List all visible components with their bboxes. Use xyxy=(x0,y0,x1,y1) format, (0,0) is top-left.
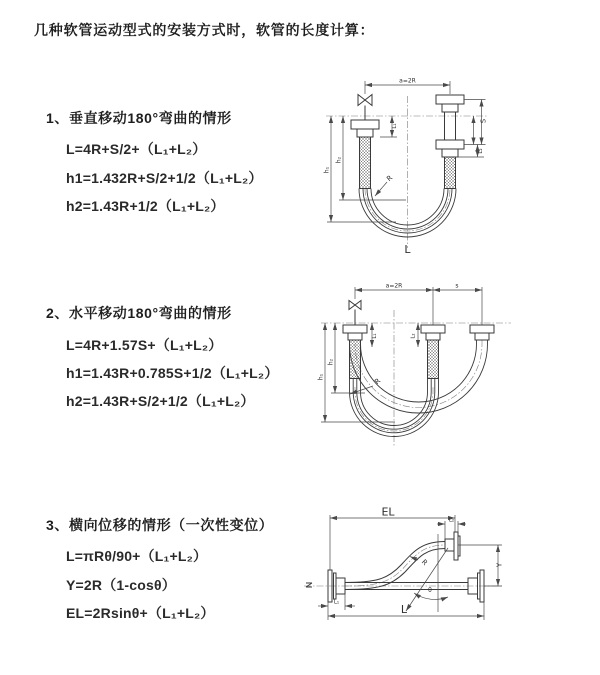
dim-label-a2r: a=2R xyxy=(385,282,403,290)
length-label: L xyxy=(404,243,411,256)
section1-formula-L: L=4R+S/2+（L₁+L₂） xyxy=(66,141,207,157)
pipe-break-mark xyxy=(306,583,312,587)
dim-label-h1: h₁ xyxy=(323,166,331,174)
diagram-horizontal-180-bend xyxy=(315,282,600,467)
dim-label-el: EL xyxy=(381,505,395,519)
dim-label-a2r: a=2R xyxy=(399,77,416,85)
right-pipe-assembly xyxy=(470,325,494,340)
dim-label-h2: h₂ xyxy=(335,156,343,164)
section3-formula-Y: Y=2R（1-cosθ） xyxy=(66,577,176,593)
section2-heading: 2、水平移动180°弯曲的情形 xyxy=(46,305,232,321)
dim-label-h2: h₂ xyxy=(327,358,335,366)
dim-label-l1: L₁ xyxy=(372,333,378,339)
dim-label-l2: L₂ xyxy=(478,148,484,154)
braid-hose-section xyxy=(350,340,361,379)
page-title: 几种软管运动型式的安装方式时，软管的长度计算： xyxy=(34,22,375,38)
radius-label: R xyxy=(419,558,429,568)
dim-label-l1: L₁ xyxy=(333,599,340,606)
braid-hose-section xyxy=(445,157,456,189)
radius-label: R xyxy=(373,376,383,387)
section1-formula-h1: h1=1.432R+S/2+1/2（L₁+L₂） xyxy=(66,170,263,186)
section3-heading: 3、横向位移的情形（一次性变位） xyxy=(46,517,274,533)
braid-hose-section xyxy=(428,340,439,379)
angle-theta-label: θ xyxy=(428,587,432,594)
section3-formula-L: L=πRθ/90+（L₁+L₂） xyxy=(66,548,208,564)
dim-label-l2: L₂ xyxy=(448,517,455,524)
hose-moved-position xyxy=(350,340,488,413)
middle-pipe-assembly xyxy=(421,325,445,379)
section2-formula-h2: h2=1.43R+S/2+1/2（L₁+L₂） xyxy=(66,393,255,409)
dim-label-l: L xyxy=(400,603,408,616)
left-pipe-assembly xyxy=(343,301,367,379)
angle-construction xyxy=(406,534,448,612)
dim-label-y: Y xyxy=(495,562,504,568)
section2-formula-L: L=4R+1.57S+（L₁+L₂） xyxy=(66,337,223,353)
section1-formula-h2: h2=1.43R+1/2（L₁+L₂） xyxy=(66,198,225,214)
diagram-lateral-displacement xyxy=(298,498,600,650)
left-pipe-assembly xyxy=(351,95,379,189)
right-pipe-assembly xyxy=(436,95,464,189)
braid-hose-section xyxy=(360,137,371,189)
section3-formula-EL: EL=2Rsinθ+（L₁+L₂） xyxy=(66,605,215,621)
dim-label-l2: L₂ xyxy=(410,333,417,339)
section2-formula-h1: h1=1.43R+0.785S+1/2（L₁+L₂） xyxy=(66,365,279,381)
dimensions xyxy=(327,81,486,222)
dim-label-l1: L₁ xyxy=(392,123,398,129)
dimensions xyxy=(321,287,482,422)
dim-label-s: s xyxy=(455,282,459,290)
dim-label-s: S xyxy=(479,118,488,124)
valve-icon xyxy=(349,301,361,326)
dim-label-h1: h₁ xyxy=(317,373,325,381)
radius-label: R xyxy=(385,173,395,184)
dimensions xyxy=(318,515,502,620)
diagram-vertical-180-bend xyxy=(318,70,598,260)
section1-heading: 1、垂直移动180°弯曲的情形 xyxy=(46,110,232,126)
upper-right-flange xyxy=(445,532,460,560)
